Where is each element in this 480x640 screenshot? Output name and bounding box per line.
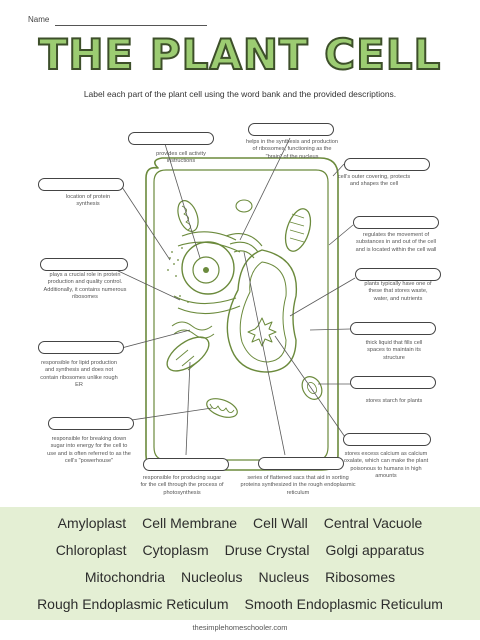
desc-chloroplast: responsible for producing sugar for the cell through the process of photosynthesis (140, 475, 224, 496)
label-box-golgi-apparatus[interactable] (258, 457, 344, 470)
name-label: Name (28, 15, 50, 24)
desc-cell-wall: cell's outer covering, protects and shapes the cell (337, 174, 411, 188)
desc-central-vacuole: plants typically have one of these that stores waste, water, and nutrients (364, 281, 432, 302)
label-box-nucleus[interactable] (128, 132, 214, 145)
instructions: Label each part of the plant cell using the word bank and the provided descriptions. (83, 89, 397, 99)
word-amyloplast: Amyloplast (57, 515, 127, 531)
word-bank-row (0, 515, 480, 531)
word-druse-crystal: Druse Crystal (224, 542, 310, 558)
word-bank-row (0, 596, 480, 612)
desc-ribosomes: location of protein synthesis (65, 194, 111, 208)
word-golgi-apparatus: Golgi apparatus (325, 542, 425, 558)
desc-mitochondria: responsible for breaking down sugar into energy for the cell to use and is often referred to as the cell's "powerhouse" (47, 436, 131, 465)
cell-membrane (154, 170, 328, 460)
word-central-vacuole: Central Vacuole (323, 515, 423, 531)
word-smooth-er: Smooth Endoplasmic Reticulum (244, 596, 443, 612)
label-box-druse-crystal[interactable] (343, 433, 431, 446)
label-box-ribosomes[interactable] (38, 178, 124, 191)
desc-nucleolus: helps in the synthesis and production of ribosomes, functioning as the "brain" of the nucleus (245, 139, 339, 160)
word-cytoplasm: Cytoplasm (142, 542, 209, 558)
amyloplast (298, 373, 326, 403)
word-bank-row (0, 569, 480, 585)
label-box-mitochondria[interactable] (48, 417, 134, 430)
desc-druse-crystal: stores excess calcium as calcium oxalate, which can make the plant poisonous to humans in high amounts (343, 451, 429, 480)
label-box-cytoplasm[interactable] (350, 322, 436, 335)
central-vacuole (227, 250, 296, 372)
mitochondrion-top (174, 198, 202, 234)
chloroplast-top (281, 206, 316, 255)
word-bank-row (0, 542, 480, 558)
word-ribosomes: Ribosomes (325, 569, 396, 585)
desc-cytoplasm: thick liquid that fills cell spaces to maintain its structure (365, 340, 423, 361)
desc-amyloplast: stores starch for plants (365, 398, 423, 404)
desc-rough-er: plays a crucial role in protein production and quality control. Additionally, it contains numerous ribosomes (43, 272, 127, 301)
label-box-rough-er[interactable] (40, 258, 128, 271)
word-bank (0, 507, 480, 620)
word-cell-wall: Cell Wall (253, 515, 308, 531)
word-rough-er: Rough Endoplasmic Reticulum (37, 596, 229, 612)
word-nucleus: Nucleus (258, 569, 310, 585)
golgi-apparatus (226, 234, 262, 258)
footer-site: thesimplehomeschooler.com (192, 623, 288, 632)
word-chloroplast: Chloroplast (55, 542, 127, 558)
label-box-central-vacuole[interactable] (355, 268, 441, 281)
label-box-nucleolus[interactable] (248, 123, 334, 136)
label-box-cell-wall[interactable] (344, 158, 430, 171)
label-box-amyloplast[interactable] (350, 376, 436, 389)
smooth-er (172, 322, 214, 338)
word-mitochondria: Mitochondria (84, 569, 166, 585)
word-nucleolus: Nucleolus (181, 569, 243, 585)
desc-nucleus: provides cell activity instructions (156, 151, 206, 165)
desc-cell-membrane: regulates the movement of substances in and out of the cell and is located within the cell wall (355, 232, 437, 253)
label-box-chloroplast[interactable] (143, 458, 229, 471)
desc-golgi-apparatus: series of flattened sacs that aid in sorting proteins synthesized in the rough endoplasmic reticulum (240, 475, 356, 496)
desc-smooth-er: responsible for lipid production and synthesis and does not contain ribosomes unlike rough ER (40, 360, 118, 389)
word-cell-membrane: Cell Membrane (142, 515, 238, 531)
page-title: THE PLANT CELL (38, 30, 442, 79)
label-box-cell-membrane[interactable] (353, 216, 439, 229)
label-box-smooth-er[interactable] (38, 341, 124, 354)
